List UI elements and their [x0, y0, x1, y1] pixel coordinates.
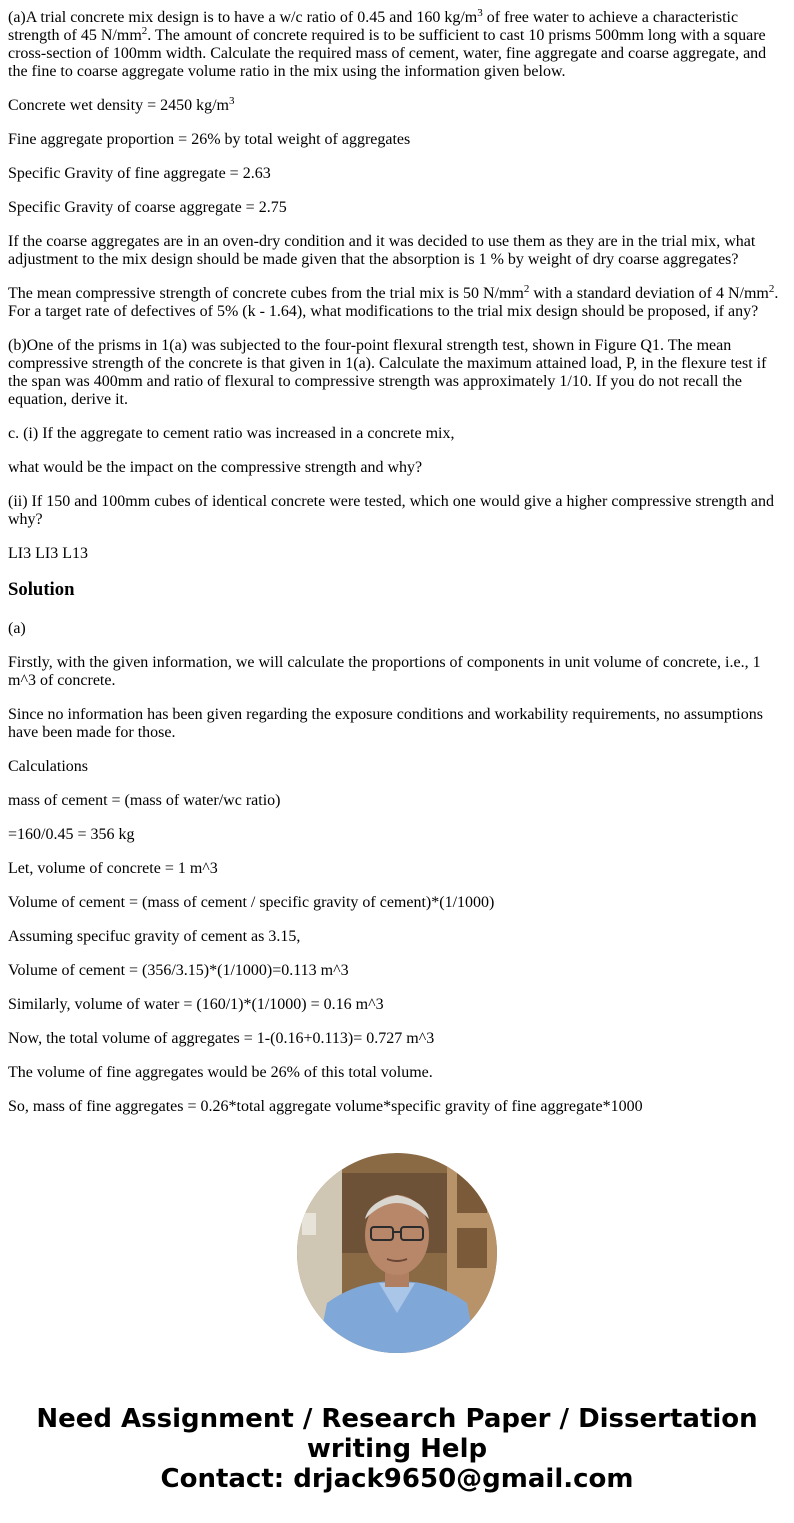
question-density: Concrete wet density = 2450 $kg/m^3$	[8, 95, 235, 114]
question-fine-proportion: Fine aggregate proportion = 26% by total weight of aggregates	[8, 131, 411, 148]
document-body	[8, 0, 784, 1122]
solution-line: So, mass of fine aggregates = 0.26*total aggregate volume*specific gravity of fine aggregate*1000	[8, 1098, 643, 1115]
question-sg-coarse: Specific Gravity of coarse aggregate = 2.75	[8, 199, 287, 216]
question-b: (b)One of the prisms in 1(a) was subjected to the four-point flexural strength test, shown in Figure Q1. The mean compressive strength of the concrete is that given in 1(a). Calculate the maximum attained load, P, in the flexure test if the span was 400mm and ratio of flexural to compressive strength was approximately 1/10. If you do not recall the equation, derive it.	[8, 337, 767, 408]
person-portrait-icon	[297, 1153, 497, 1353]
solution-heading: Solution	[8, 579, 75, 600]
question-c1b: what would be the impact on the compressive strength and why?	[8, 459, 423, 476]
question-absorption: If the coarse aggregates are in an oven-dry condition and it was decided to use them as they are in the trial mix, what adjustment to the mix design should be made given that the absorption is 1 % by weight of dry coarse aggregates?	[8, 233, 756, 268]
promo-text	[0, 1404, 794, 1494]
avatar	[297, 1153, 497, 1353]
promo-contact[interactable]: Contact: drjack9650@gmail.com	[160, 1464, 634, 1494]
promo-banner	[0, 1122, 794, 1523]
solution-line: Now, the total volume of aggregates = 1-(0.16+0.113)= 0.727 m^3	[8, 1030, 435, 1047]
question-a-intro: (a)A trial concrete mix design is to have a w/c ratio of 0.45 and 160 $kg/m^3$ of free water to achieve a characteristic strength of 45 $N/mm^2$. The amount of concrete required is to be sufficient to cast 10 prisms 500mm long with a square cross-section of 100mm width. Calculate the required mass of cement, water, fine aggregate and coarse aggregate, and the fine to coarse aggregate volume ratio in the mix using the information given below.	[8, 7, 767, 80]
question-mean-strength: The mean compressive strength of concrete cubes from the trial mix is 50 $N/mm^2$ with a standard deviation of 4 $N/mm^2$. For a target rate of defectives of 5% (k - 1.64), what modifications to the trial mix design should be proposed, if any?	[8, 283, 779, 320]
solution-line: Assuming specifuc gravity of cement as 3.15,	[8, 928, 301, 945]
solution-line: (a)	[8, 620, 26, 637]
solution-line: Since no information has been given regarding the exposure conditions and workability requirements, no assumptions have been made for those.	[8, 706, 763, 741]
solution-line: Volume of cement = (356/3.15)*(1/1000)=0.113 m^3	[8, 962, 349, 979]
question-codes: LI3 LI3 L13	[8, 545, 88, 562]
promo-line-2: writing Help	[306, 1434, 488, 1464]
solution-line: Calculations	[8, 758, 88, 775]
solution-line: The volume of fine aggregates would be 26% of this total volume.	[8, 1064, 433, 1081]
solution-line: =160/0.45 = 356 kg	[8, 826, 135, 843]
question-c2: (ii) If 150 and 100mm cubes of identical concrete were tested, which one would give a higher compressive strength and why?	[8, 493, 774, 528]
solution-line: Similarly, volume of water = (160/1)*(1/1000) = 0.16 m^3	[8, 996, 384, 1013]
solution-line: mass of cement = (mass of water/wc ratio)	[8, 792, 281, 809]
question-sg-fine: Specific Gravity of fine aggregate = 2.63	[8, 165, 271, 182]
solution-line: Volume of cement = (mass of cement / specific gravity of cement)*(1/1000)	[8, 894, 495, 911]
solution-line: Let, volume of concrete = 1 m^3	[8, 860, 218, 877]
question-c1: c. (i) If the aggregate to cement ratio was increased in a concrete mix,	[8, 425, 455, 442]
solution-line: Firstly, with the given information, we will calculate the proportions of components in unit volume of concrete, i.e., 1 m^3 of concrete.	[8, 654, 761, 689]
promo-line-1: Need Assignment / Research Paper / Dissertation	[36, 1404, 758, 1434]
